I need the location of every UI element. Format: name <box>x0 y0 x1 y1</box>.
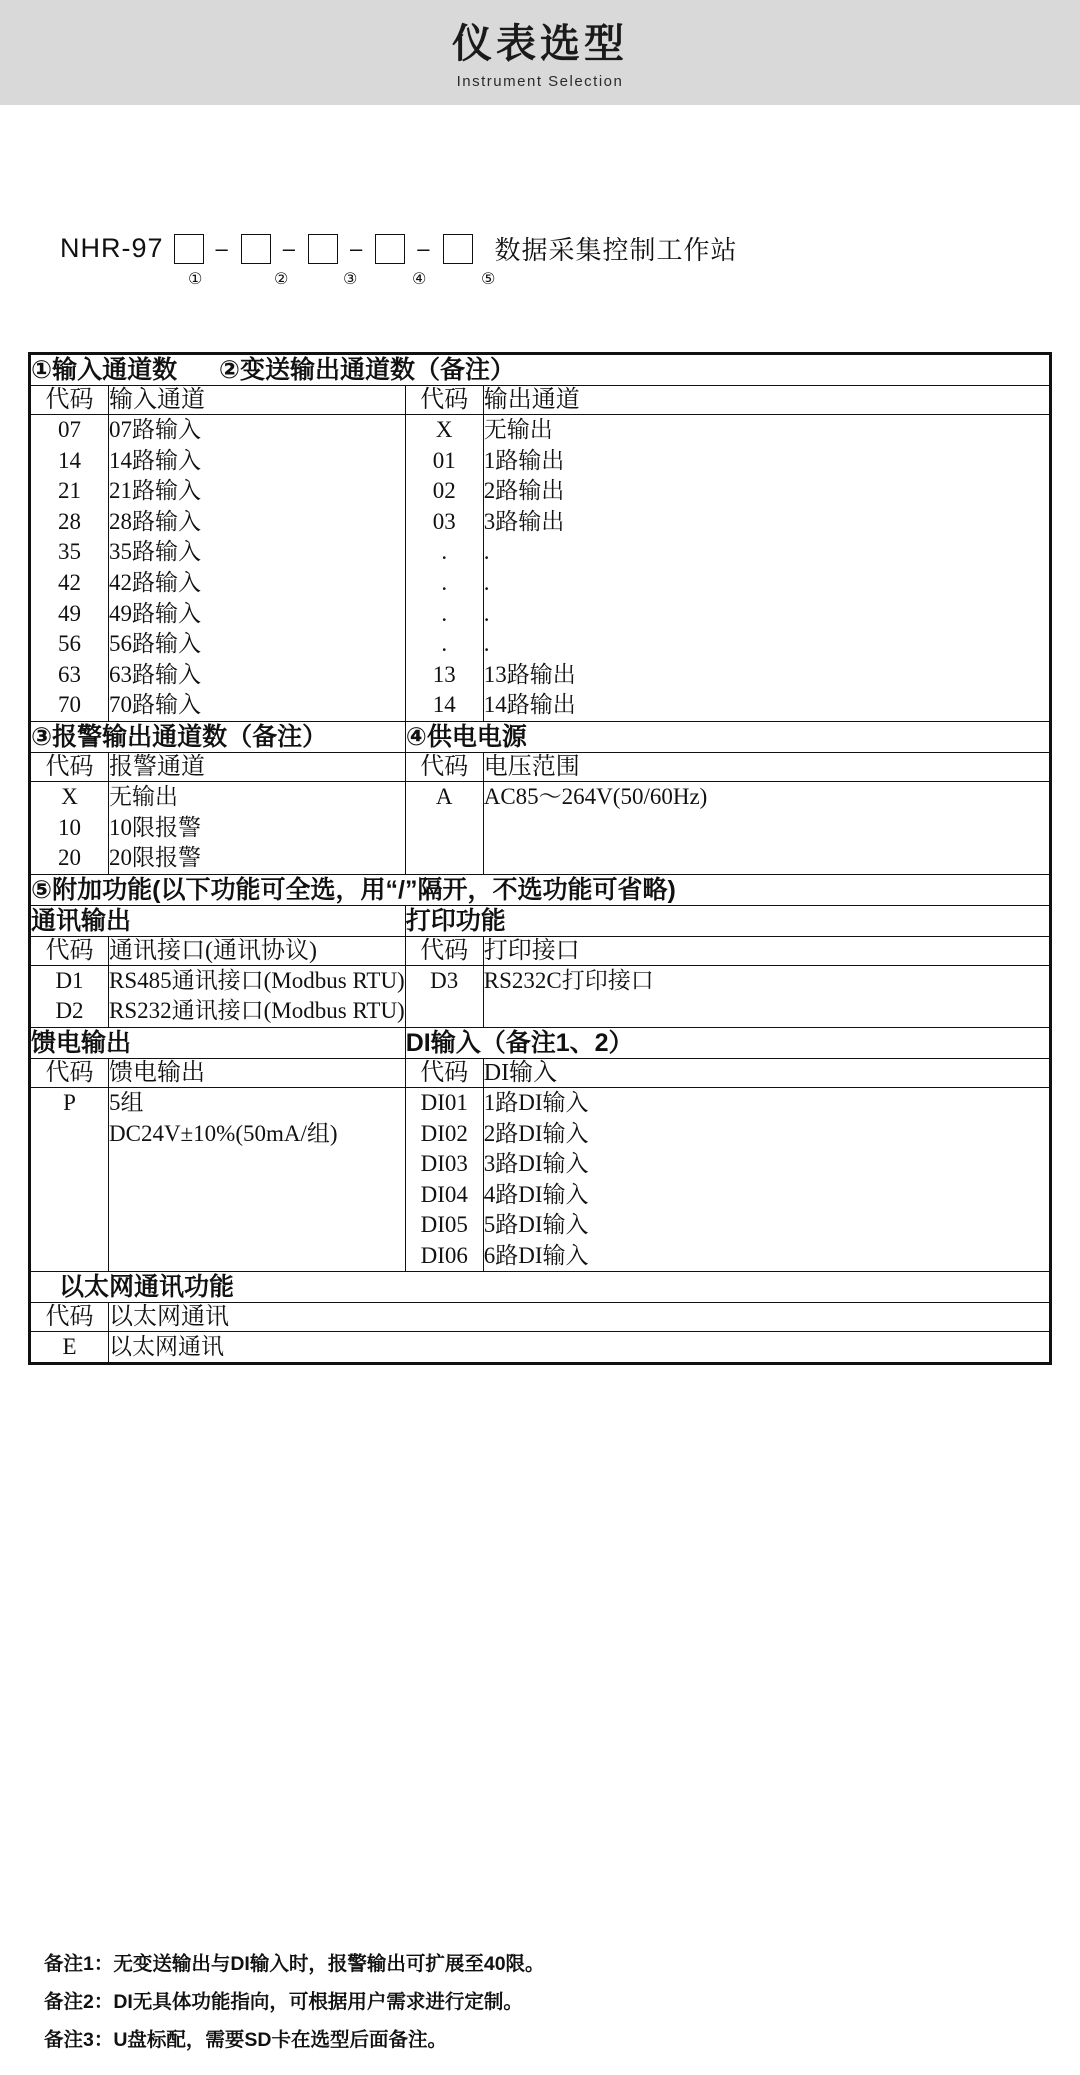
table-row: . <box>483 539 490 565</box>
di-code-header: 代码 <box>405 1058 483 1087</box>
table-row: . <box>441 539 448 565</box>
table-row: . <box>441 569 448 595</box>
table-row: A <box>435 783 453 809</box>
table-row: DI02 <box>420 1120 468 1146</box>
table-row: DI06 <box>420 1242 468 1268</box>
table-row: 07 <box>58 417 81 442</box>
power-di-header-row <box>31 1058 1050 1087</box>
model-code-row <box>60 230 1020 267</box>
model-dash-4: – <box>417 235 431 261</box>
power-name-list <box>109 1087 406 1272</box>
section-12-body-row <box>31 415 1050 722</box>
table-row: 42 <box>58 569 81 595</box>
table-row: 5组 <box>109 1089 144 1115</box>
power-code-list <box>31 1087 109 1272</box>
table-row: . <box>441 600 448 626</box>
table-row: 无输出 <box>109 783 178 809</box>
table-row: 21路输入 <box>109 478 201 504</box>
model-box-5[interactable] <box>443 234 473 264</box>
section-12-title-row <box>31 355 1050 386</box>
comm-name-header: 通讯接口(通讯协议) <box>109 936 406 965</box>
table-row: D2 <box>55 998 84 1024</box>
section-5-title: ⑤附加功能(以下功能可全选，用“/”隔开，不选功能可省略) <box>31 874 1050 905</box>
table-row: 07路输入 <box>109 417 201 442</box>
table-row: 70路输入 <box>109 692 201 718</box>
table-row: . <box>483 631 490 657</box>
ethernet-header-row <box>31 1303 1050 1332</box>
table-row: 21 <box>58 478 81 504</box>
power-out-title: 馈电输出 <box>31 1027 406 1058</box>
model-box-3[interactable] <box>308 234 338 264</box>
table-row: 10限报警 <box>109 814 201 840</box>
print-name-list <box>483 965 1049 1027</box>
table-row: X <box>61 783 78 809</box>
di-code-list <box>405 1087 483 1272</box>
power-code-header: 代码 <box>31 1058 109 1087</box>
model-box-2[interactable] <box>241 234 271 264</box>
model-dash-3: – <box>350 235 364 261</box>
comm-print-header-row <box>31 936 1050 965</box>
comm-print-title-row <box>31 905 1050 936</box>
selection-table <box>28 352 1052 1365</box>
table-row: 5路DI输入 <box>483 1212 589 1238</box>
table-row: 10 <box>58 814 81 840</box>
table-row: 28路输入 <box>109 508 201 534</box>
section-12-title <box>31 355 1050 386</box>
print-name-header: 打印接口 <box>483 936 1049 965</box>
ethernet-title-row <box>31 1272 1050 1303</box>
section-12-header-row <box>31 386 1050 415</box>
table-row: 1路输出 <box>483 447 565 473</box>
table-row: 49路输入 <box>109 600 201 626</box>
table-row: 1路DI输入 <box>483 1089 589 1115</box>
s2-code-header: 代码 <box>405 386 483 415</box>
table-row: RS485通讯接口(Modbus RTU) <box>109 967 405 993</box>
table-row: D3 <box>430 967 459 993</box>
s3-code-list <box>31 781 109 874</box>
table-row: 35 <box>58 539 81 565</box>
model-marker-3: ③ <box>343 271 358 288</box>
table-row: AC85～264V(50/60Hz) <box>483 783 708 809</box>
section-34-header-row <box>31 752 1050 781</box>
section-3-title: ③报警输出通道数（备注） <box>31 721 406 752</box>
print-code-header: 代码 <box>405 936 483 965</box>
table-row: 35路输入 <box>109 539 201 565</box>
table-row: 14路输入 <box>109 447 201 473</box>
model-prefix: NHR-97 <box>60 233 164 263</box>
table-row: 28 <box>58 508 81 534</box>
model-marker-1: ① <box>188 271 203 288</box>
ethernet-body-row <box>31 1332 1050 1363</box>
s1-code-header: 代码 <box>31 386 109 415</box>
table-row: DI01 <box>420 1089 468 1115</box>
model-marker-5: ⑤ <box>481 271 496 288</box>
ethernet-code-header: 代码 <box>31 1303 109 1332</box>
model-marker-row <box>60 269 1020 295</box>
comm-name-list <box>109 965 406 1027</box>
ethernet-code-cell: E <box>31 1332 109 1363</box>
page-title-en: Instrument Selection <box>456 73 624 90</box>
comm-print-body-row <box>31 965 1050 1027</box>
table-row: 20 <box>58 845 81 871</box>
table-row: D1 <box>55 967 84 993</box>
comm-code-header: 代码 <box>31 936 109 965</box>
table-row: 4路DI输入 <box>483 1181 589 1207</box>
print-code-list <box>405 965 483 1027</box>
section-34-body-row <box>31 781 1050 874</box>
section-34-title-row <box>31 721 1050 752</box>
table-row: 6路DI输入 <box>483 1242 589 1268</box>
table-row: . <box>483 600 490 626</box>
table-row: DI05 <box>420 1212 468 1238</box>
table-row: 01 <box>432 447 456 473</box>
s1-name-list <box>109 415 406 722</box>
table-row: 3路DI输入 <box>483 1151 589 1177</box>
table-row: 2路DI输入 <box>483 1120 589 1146</box>
table-row: RS232C打印接口 <box>483 967 654 993</box>
section-4-title: ④供电电源 <box>405 721 1049 752</box>
power-di-title-row <box>31 1027 1050 1058</box>
table-row: 49 <box>58 600 81 626</box>
table-row: DC24V±10%(50mA/组) <box>109 1120 338 1146</box>
model-box-4[interactable] <box>375 234 405 264</box>
s3-name-list <box>109 781 406 874</box>
model-dash-1: – <box>215 235 229 261</box>
table-row: 03 <box>432 508 456 534</box>
s3-name-header: 报警通道 <box>109 752 406 781</box>
footnote-3: 备注3：U盘标配，需要SD卡在选型后面备注。 <box>44 2029 448 2051</box>
table-row: X <box>435 417 453 442</box>
model-code-diagram <box>60 230 1020 300</box>
table-row: 13路输出 <box>483 661 576 687</box>
s2-name-header: 输出通道 <box>483 386 1049 415</box>
page-title-cn: 仪表选型 <box>452 22 628 66</box>
table-row: . <box>483 569 490 595</box>
table-row: 63路输入 <box>109 661 201 687</box>
comm-title: 通讯输出 <box>31 905 406 936</box>
model-dash-2: – <box>282 235 297 261</box>
s4-code-list <box>405 781 483 874</box>
s2-name-list <box>483 415 1049 722</box>
table-row: 14路输出 <box>483 692 576 718</box>
footnote-1: 备注1：无变送输出与DI输入时，报警输出可扩展至40限。 <box>44 1953 545 1975</box>
s4-name-list <box>483 781 1049 874</box>
model-suffix: 数据采集控制工作站 <box>494 235 738 265</box>
table-row: 42路输入 <box>109 569 201 595</box>
model-marker-4: ④ <box>412 271 427 288</box>
ethernet-title: 以太网通讯功能 <box>31 1272 1050 1303</box>
table-row: 70 <box>58 692 81 718</box>
ethernet-name-cell: 以太网通讯 <box>109 1332 1050 1363</box>
page-header <box>0 0 1080 105</box>
table-row: 3路输出 <box>483 508 565 534</box>
table-row: 56 <box>58 631 81 657</box>
s3-code-header: 代码 <box>31 752 109 781</box>
ethernet-name-header: 以太网通讯 <box>109 1303 1050 1332</box>
table-row: . <box>441 631 448 657</box>
table-row: P <box>63 1089 76 1115</box>
table-row: DI03 <box>420 1151 468 1177</box>
table-row: 20限报警 <box>109 845 201 871</box>
footnotes <box>44 1945 1044 2059</box>
power-di-body-row <box>31 1087 1050 1272</box>
comm-code-list <box>31 965 109 1027</box>
table-row: 2路输出 <box>483 478 565 504</box>
table-row: 14 <box>432 692 456 718</box>
table-row: 63 <box>58 661 81 687</box>
print-title: 打印功能 <box>405 905 1049 936</box>
s4-name-header: 电压范围 <box>483 752 1049 781</box>
table-row: 无输出 <box>483 417 553 442</box>
di-title: DI输入（备注1、2） <box>405 1027 1049 1058</box>
section-5-title-row <box>31 874 1050 905</box>
table-row: 02 <box>432 478 456 504</box>
di-name-header: DI输入 <box>483 1058 1049 1087</box>
section-2-title: ②变送输出通道数（备注） <box>218 356 516 384</box>
table-row: RS232通讯接口(Modbus RTU) <box>109 998 405 1024</box>
table-row: 13 <box>432 661 456 687</box>
model-marker-2: ② <box>274 271 289 288</box>
s1-code-list <box>31 415 109 722</box>
di-name-list <box>483 1087 1049 1272</box>
table-row: 56路输入 <box>109 631 201 657</box>
table-row: 14 <box>58 447 81 473</box>
table-row: DI04 <box>420 1181 468 1207</box>
s1-name-header: 输入通道 <box>109 386 406 415</box>
s4-code-header: 代码 <box>405 752 483 781</box>
s2-code-list <box>405 415 483 722</box>
footnote-2: 备注2：DI无具体功能指向，可根据用户需求进行定制。 <box>44 1991 523 2013</box>
power-name-header: 馈电输出 <box>109 1058 406 1087</box>
model-box-1[interactable] <box>174 234 204 264</box>
section-1-title: ①输入通道数 <box>31 356 178 384</box>
